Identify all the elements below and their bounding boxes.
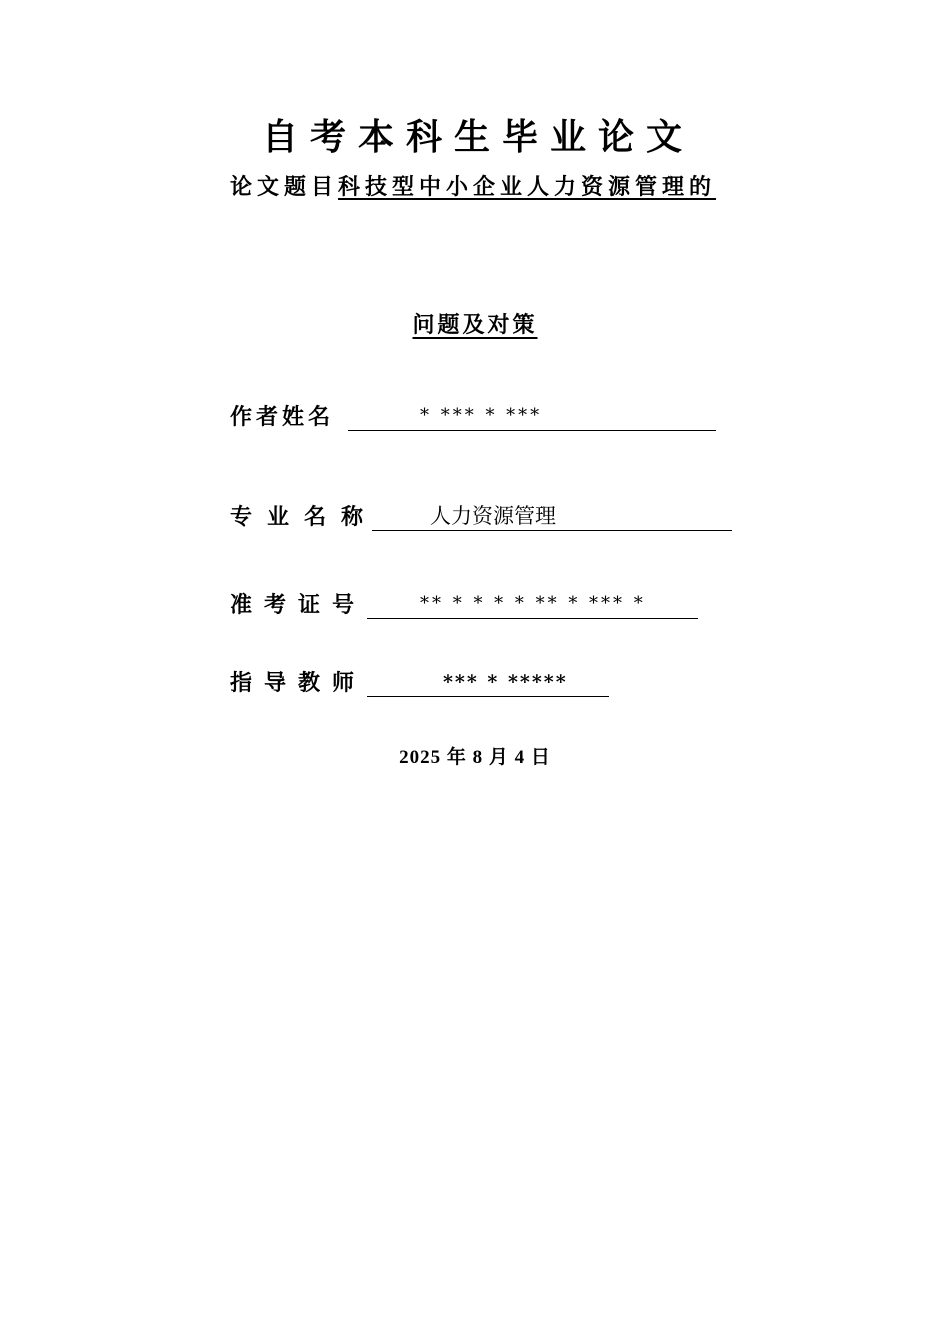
thesis-title-line-2 — [0, 310, 950, 340]
author-label: 作者姓名 — [230, 404, 335, 430]
thesis-title-part1: 科技型中小企业人力资源管理的 — [338, 174, 717, 200]
major-underline — [372, 530, 732, 531]
thesis-title-line-1 — [230, 172, 716, 202]
thesis-title-label: 论文题目 — [230, 174, 339, 200]
exam-id-underline — [367, 618, 698, 619]
exam-id-label: 准考证号 — [230, 592, 367, 618]
thesis-title-part2: 问题及对策 — [412, 312, 538, 338]
advisor-label: 指导教师 — [230, 670, 367, 696]
major-label: 专业名称 — [230, 504, 379, 530]
advisor-value: *** * ***** — [443, 671, 568, 693]
major-value: 人力资源管理 — [430, 504, 556, 528]
author-underline — [348, 430, 716, 431]
author-value: * *** * *** — [420, 405, 543, 426]
main-title: 自考本科生毕业论文 — [261, 116, 694, 158]
advisor-underline — [367, 696, 609, 697]
document-date: 2025 年 8 月 4 日 — [399, 747, 551, 768]
exam-id-value: ** * * * * ** * *** * — [420, 593, 646, 614]
